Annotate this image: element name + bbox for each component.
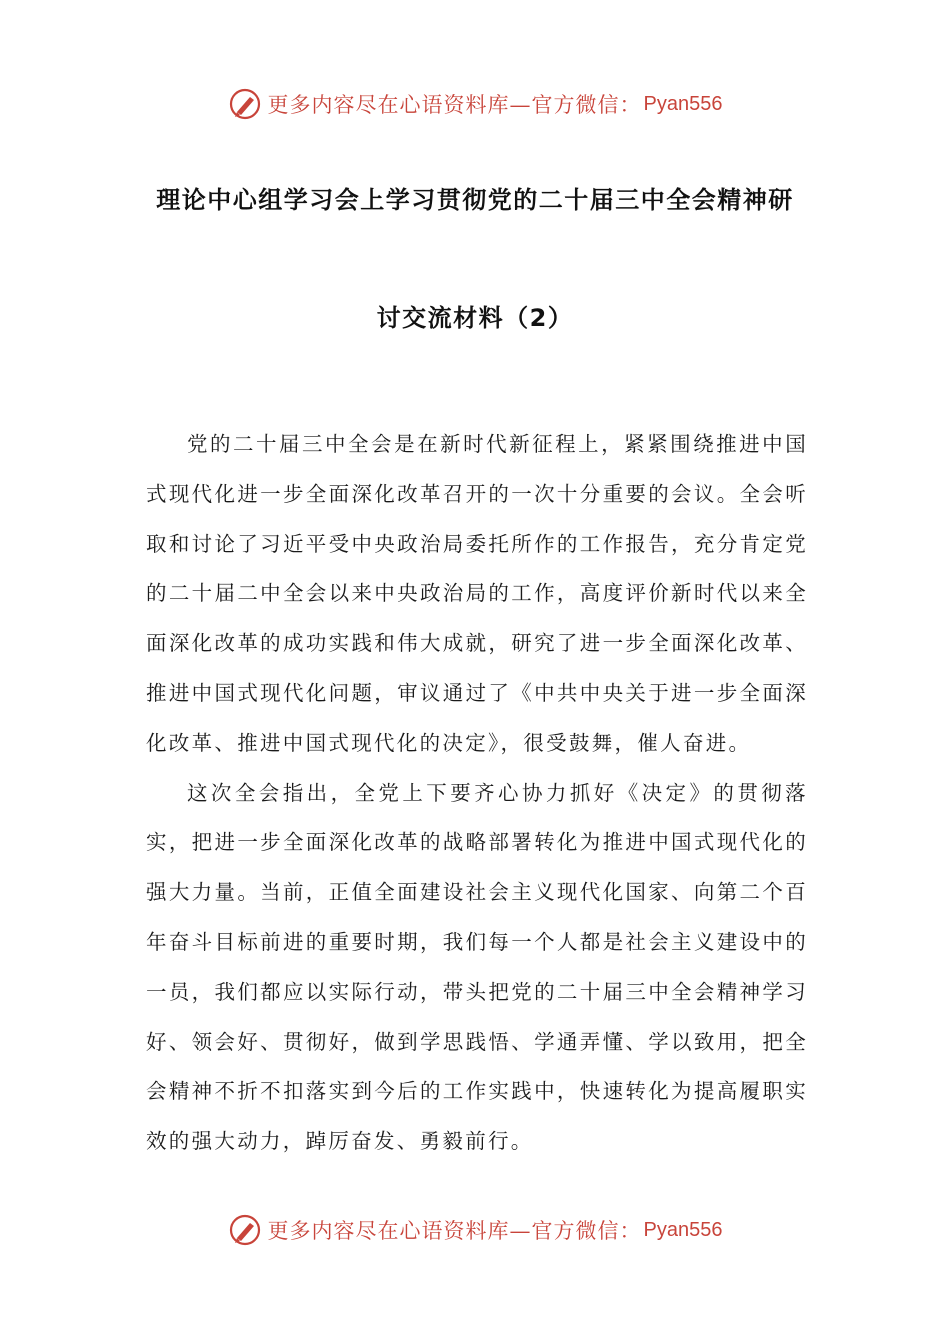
paragraph: 这次全会指出，全党上下要齐心协力抓好《决定》的贯彻落实，把进一步全面深化改革的战略部署转化为推进中国式现代化的强大力量。当前，正值全面建设社会主义现代化国家、向第二个百年奋斗目标前进的重要时期，我们每一个人都是社会主义建设中的一员，我们都应以实际行动，带头把党的二十届三中全会精神学习好、领会好、贯彻好，做到学思践悟、学通弄懂、学以致用，把全会精神不折不扣落实到今后的工作实践中，快速转化为提高履职实效的强大动力，踔厉奋发、勇毅前行。 bbox=[146, 780, 808, 1154]
watermark-id: Pyan556 bbox=[643, 1218, 723, 1241]
pen-logo-icon bbox=[228, 1213, 262, 1247]
paragraph: 党的二十届三中全会是在新时代新征程上，紧紧围绕推进中国式现代化进一步全面深化改革召开的一次十分重要的会议。全会听取和讨论了习近平受中央政治局委托所作的工作报告，充分肯定党的二十届二中全会以来中央政治局的工作，高度评价新时代以来全面深化改革的成功实践和伟大成就，研究了进一步全面深化改革、推进中国式现代化问题，审议通过了《中共中央关于进一步全面深化改革、推进中国式现代化的决定》，很受鼓舞，催人奋进。 bbox=[146, 432, 808, 755]
pen-logo-icon bbox=[228, 87, 262, 121]
document-body bbox=[146, 420, 808, 1167]
footer-watermark bbox=[0, 1210, 950, 1250]
watermark-id: Pyan556 bbox=[643, 92, 723, 115]
document-title-line-2: 讨交流材料（2） bbox=[376, 304, 574, 332]
header-watermark bbox=[0, 84, 950, 124]
watermark-text: 更多内容尽在心语资料库—官方微信： bbox=[267, 93, 642, 117]
watermark-text: 更多内容尽在心语资料库—官方微信： bbox=[267, 1219, 642, 1243]
document-title-line-1: 理论中心组学习会上学习贯彻党的二十届三中全会精神研 bbox=[156, 186, 794, 214]
